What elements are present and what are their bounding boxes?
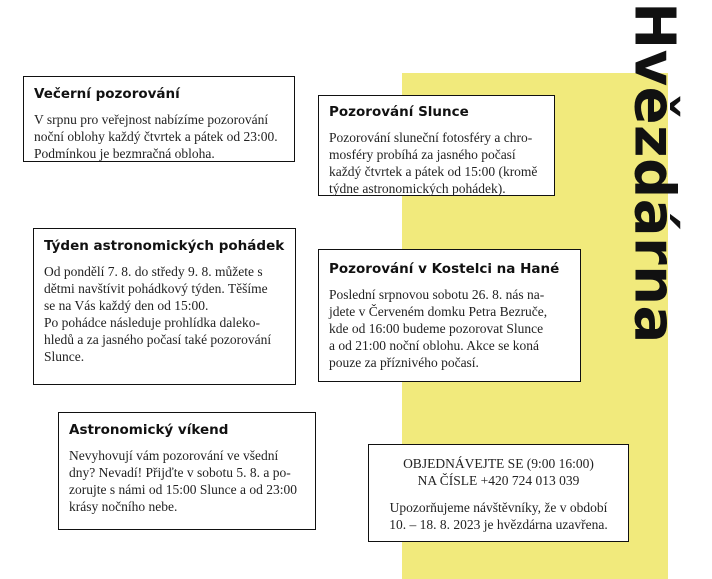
page-title-container (604, 2, 704, 344)
section-heading: Astronomický víkend (69, 422, 229, 438)
order-contact-text: OBJEDNÁVEJTE SE (9:00 16:00) NA ČÍSLE +420 724 013 039 (403, 456, 594, 488)
order-info-box (368, 444, 629, 542)
section-heading: Pozorování v Kostelci na Hané (329, 261, 560, 277)
section-heading: Večerní pozorování (34, 86, 180, 102)
section-text: Pozorování sluneční fotosféry a chro- mosféry probíhá za jasného počasí každý čtvrtek a pátek od 15:00 (kromě týdne astronomických pohádek). (329, 130, 538, 196)
section-text: Nevyhovují vám pozorování ve všední dny? Nevadí! Přijďte v sobotu 5. 8. a po- zorujte s námi od 15:00 Slunce a od 23:00 krásy nočního nebe. (69, 448, 297, 514)
page-title: Hvězdárna (621, 2, 687, 344)
section-heading: Týden astronomických pohádek (44, 238, 285, 254)
section-heading: Pozorování Slunce (329, 104, 469, 120)
closure-notice-text: Upozorňujeme návštěvníky, že v období 10. – 18. 8. 2023 je hvězdárna uzavřena. (389, 500, 608, 532)
section-text: Poslední srpnovou sobotu 26. 8. nás na- jdete v Červeném domku Petra Bezruče, kde od 16:00 budeme pozorovat Slunce a od 21:00 noční oblohu. Akce se koná pouze za příznivého počasí. (329, 287, 548, 370)
section-text: Od pondělí 7. 8. do středy 9. 8. můžete s dětmi navštívit pohádkový týden. Těšíme se na Vás každý den od 15:00. Po pohádce následuje prohlídka daleko- hledů a za jasného počasí také pozorování Slunce. (44, 264, 272, 364)
section-sun-observation (318, 95, 555, 196)
section-astronomy-weekend (58, 412, 316, 530)
section-text: V srpnu pro veřejnost nabízíme pozorování noční oblohy každý čtvrtek a pátek od 23:00. Podmínkou je bezmračná obloha. (34, 112, 278, 161)
section-evening-observation (23, 76, 295, 162)
section-kostelec-observation (318, 249, 581, 382)
section-fairy-tale-week (33, 228, 296, 385)
